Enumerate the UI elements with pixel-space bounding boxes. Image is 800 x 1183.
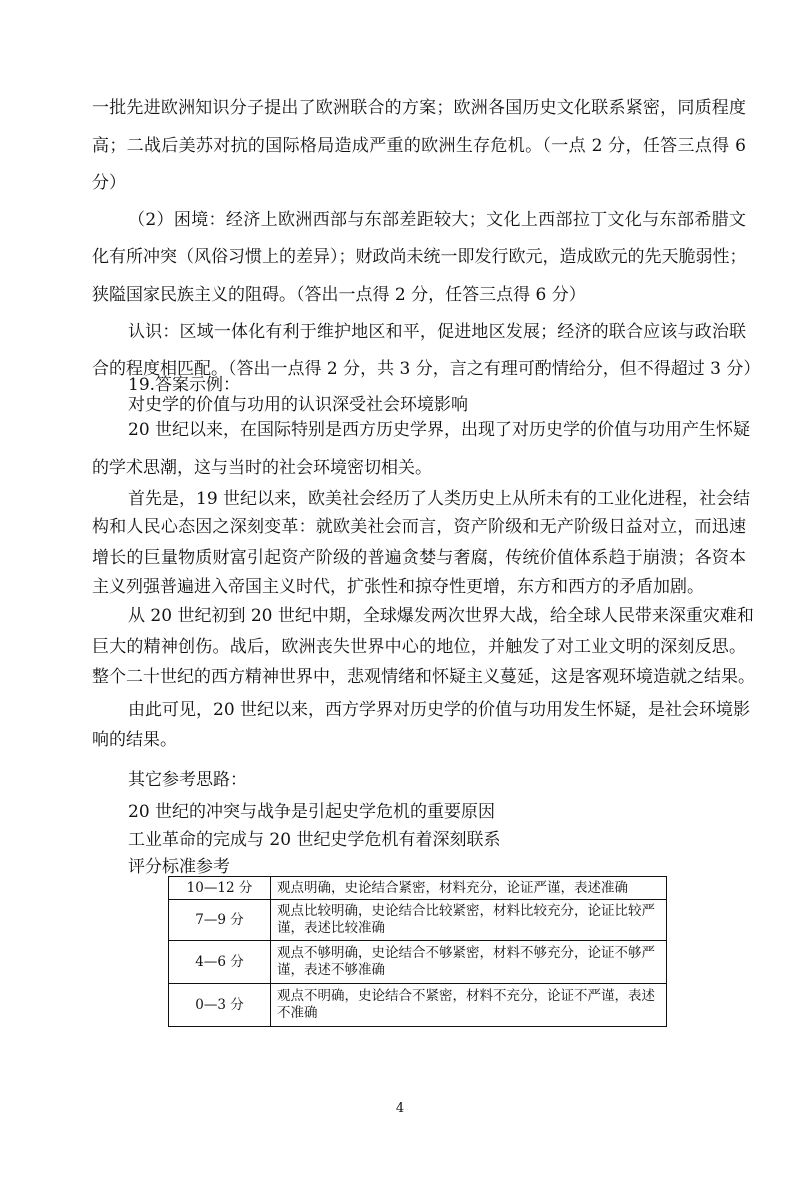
text-line: 合的程度相匹配。（答出一点得 2 分，共 3 分，言之有理可酌情给分，但不得超过 3 分）	[92, 359, 761, 379]
text-line: 一批先进欧洲知识分子提出了欧洲联合的方案；欧洲各国历史文化联系紧密，同质程度	[92, 98, 746, 118]
text-line: 增长的巨量物质财富引起资产阶级的普遍贪婪与奢腐，传统价值体系趋于崩溃；各资本	[92, 548, 746, 568]
text-line: （2）困境：经济上欧洲西部与东部差距较大；文化上西部拉丁文化与东部希腊文	[128, 210, 746, 230]
text-line: 由此可见，20 世纪以来，西方学界对历史学的价值与功用发生怀疑，是社会环境影	[128, 700, 751, 720]
text-line: 20 世纪的冲突与战争是引起史学危机的重要原因	[128, 802, 496, 822]
text-line: 工业革命的完成与 20 世纪史学危机有着深刻联系	[128, 830, 501, 850]
score-range: 0—3 分	[169, 984, 271, 1027]
text-line: 构和人民心态因之深刻变革：就欧美社会而言，资产阶级和无产阶级日益对立，而迅速	[92, 517, 746, 537]
page-number: 4	[395, 1101, 405, 1116]
score-description: 观点明确，史论结合紧密，材料充分，论证严谨，表述准确	[271, 877, 667, 900]
text-line: 20 世纪以来，在国际特别是西方历史学界，出现了对历史学的价值与功用产生怀疑	[128, 420, 751, 440]
table-row	[169, 877, 667, 900]
table-caption: 评分标准参考	[128, 857, 230, 877]
text-line: 首先是，19 世纪以来，欧美社会经历了人类历史上从所未有的工业化进程，社会结	[128, 489, 751, 509]
score-description: 观点比较明确，史论结合比较紧密，材料比较充分，论证比较严谨，表述比较准确	[271, 900, 667, 941]
text-line: 响的结果。	[92, 730, 177, 750]
text-line: 狭隘国家民族主义的阻碍。（答出一点得 2 分，任答三点得 6 分）	[92, 285, 586, 305]
table-row	[169, 941, 667, 984]
score-range: 10—12 分	[169, 877, 271, 900]
score-range: 4—6 分	[169, 941, 271, 984]
text-line: 其它参考思路：	[128, 770, 247, 790]
score-description: 观点不够明确，史论结合不够紧密，材料不够充分，论证不够严谨，表述不够准确	[271, 941, 667, 984]
table-row	[169, 900, 667, 941]
table-row	[169, 984, 667, 1027]
text-line: 的学术思潮，这与当时的社会环境密切相关。	[92, 458, 432, 478]
thesis-line: 对史学的价值与功用的认识深受社会环境影响	[128, 395, 468, 415]
text-line: 巨大的精神创伤。战后，欧洲丧失世界中心的地位，并触发了对工业文明的深刻反思。	[92, 637, 746, 657]
score-description: 观点不明确，史论结合不紧密，材料不充分，论证不严谨，表述不准确	[271, 984, 667, 1027]
text-line: 从 20 世纪初到 20 世纪中期，全球爆发两次世界大战，给全球人民带来深重灾难和	[128, 606, 754, 626]
text-line: 高；二战后美苏对抗的国际格局造成严重的欧洲生存危机。（一点 2 分，任答三点得 6	[92, 136, 746, 156]
text-line: 整个二十世纪的西方精神世界中，悲观情绪和怀疑主义蔓延，这是客观环境造就之结果。	[92, 667, 755, 687]
score-range: 7—9 分	[169, 900, 271, 941]
text-line: 化有所冲突（风俗习惯上的差异）；财政尚未统一即发行欧元，造成欧元的先天脆弱性；	[92, 247, 747, 267]
score-table	[168, 876, 667, 1027]
text-line: 主义列强普遍进入帝国主义时代，扩张性和掠夺性更增，东方和西方的矛盾加剧。	[92, 577, 704, 597]
question-number: 19.答案示例：	[128, 375, 241, 395]
text-line: 认识：区域一体化有利于维护地区和平，促进地区发展；经济的联合应该与政治联	[128, 322, 746, 342]
text-line: 分）	[92, 173, 126, 193]
